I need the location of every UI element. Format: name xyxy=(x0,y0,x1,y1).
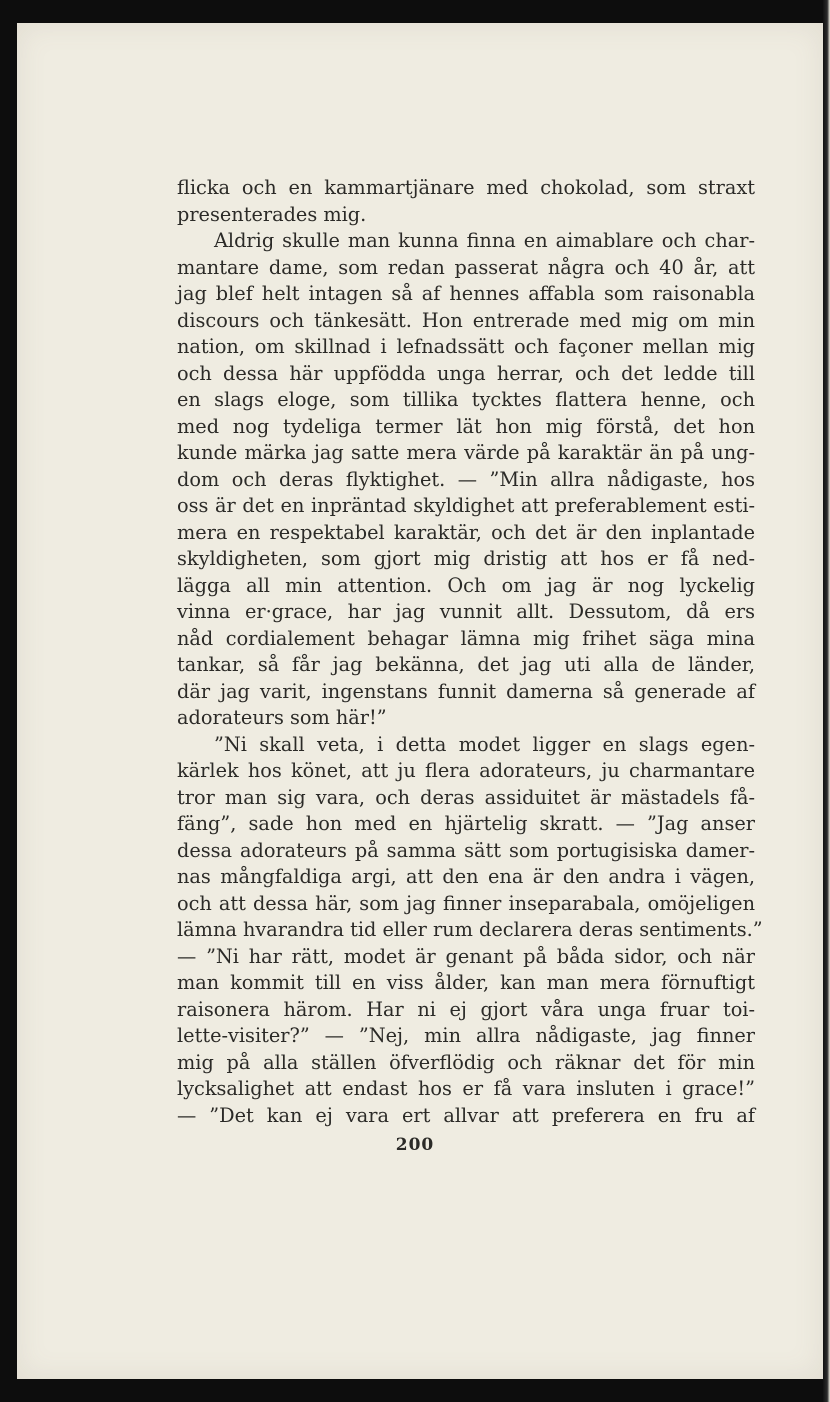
text-line: Aldrig skulle man kunna finna en aimablare och char- xyxy=(214,229,755,252)
text-line: en slags eloge, som tillika tycktes flattera henne, och xyxy=(177,388,755,411)
text-line: med nog tydeliga termer lät hon mig förstå, det hon xyxy=(177,414,755,438)
text-line: nåd cordialement behagar lämna mig frihet säga mina xyxy=(177,626,755,650)
text-line: lämna hvarandra tid eller rum declarera deras sentiments.” xyxy=(177,918,763,941)
text-line: tankar, så får jag bekänna, det jag uti alla de länder, xyxy=(177,653,755,676)
text-line: jag blef helt intagen så af hennes affabla som raisonabla xyxy=(177,282,755,305)
text-line: tror man sig vara, och deras assiduitet är mästadels få- xyxy=(177,785,755,809)
text-line: mantare dame, som redan passerat några och 40 år, att xyxy=(177,255,755,279)
text-line: fäng”, sade hon med en hjärtelig skratt. — ”Jag anser xyxy=(177,812,755,835)
text-line: — ”Ni har rätt, modet är genant på båda sidor, och när xyxy=(177,944,755,968)
text-line: adorateurs som här!” xyxy=(177,706,387,729)
text-line: discours och tänkesätt. Hon entrerade med mig om min xyxy=(177,308,755,332)
text-line: och dessa här uppfödda unga herrar, och det ledde till xyxy=(177,361,755,385)
text-line: flicka och en kammartjänare med chokolad, som straxt xyxy=(177,176,755,199)
text-line: skyldigheten, som gjort mig dristig att hos er få ned- xyxy=(177,547,755,570)
text-line: lycksalighet att endast hos er få vara insluten i grace!” xyxy=(177,1077,755,1100)
text-line: — ”Det kan ej vara ert allvar att preferera en fru af xyxy=(177,1103,755,1127)
text-line: presenterades mig. xyxy=(177,202,367,226)
text-line: man kommit till en viss ålder, kan man mera förnuftigt xyxy=(177,971,755,994)
text-line: ”Ni skall veta, i detta modet ligger en slags egen- xyxy=(214,732,755,756)
text-line: dom och deras flyktighet. — ”Min allra nådigaste, hos xyxy=(177,467,755,491)
text-line: och att dessa här, som jag finner inseparabala, omöjeligen xyxy=(177,891,755,915)
text-line: dessa adorateurs på samma sätt som portugisiska damer- xyxy=(177,838,755,862)
text-line: mig på alla ställen öfverflödig och räknar det för min xyxy=(177,1050,755,1074)
text-line: nation, om skillnad i lefnadssätt och façoner mellan mig xyxy=(177,335,755,358)
text-line: nas mångfaldiga argi, att den ena är den andra i vägen, xyxy=(177,865,755,888)
text-line: kunde märka jag satte mera värde på karaktär än på ung- xyxy=(177,441,755,464)
text-line: mera en respektabel karaktär, och det är den inplantade xyxy=(177,520,755,544)
text-line: där jag varit, ingenstans funnit damerna så generade af xyxy=(177,679,755,703)
page-number: 200 xyxy=(395,1135,435,1155)
page-edge-shadow xyxy=(823,0,830,1402)
text-line: kärlek hos könet, att ju flera adorateurs, ju charmantare xyxy=(177,759,755,782)
text-line: vinna er·grace, har jag vunnit allt. Dessutom, då ers xyxy=(177,600,755,623)
text-line: raisonera härom. Har ni ej gjort våra unga fruar toi- xyxy=(177,997,755,1021)
text-line: lägga all min attention. Och om jag är nog lyckelig xyxy=(177,573,755,597)
body-text xyxy=(177,175,763,1129)
text-line: lette-visiter?” — ”Nej, min allra nådigaste, jag finner xyxy=(177,1024,755,1047)
text-line: oss är det en inpräntad skyldighet att preferablement esti- xyxy=(177,494,755,517)
